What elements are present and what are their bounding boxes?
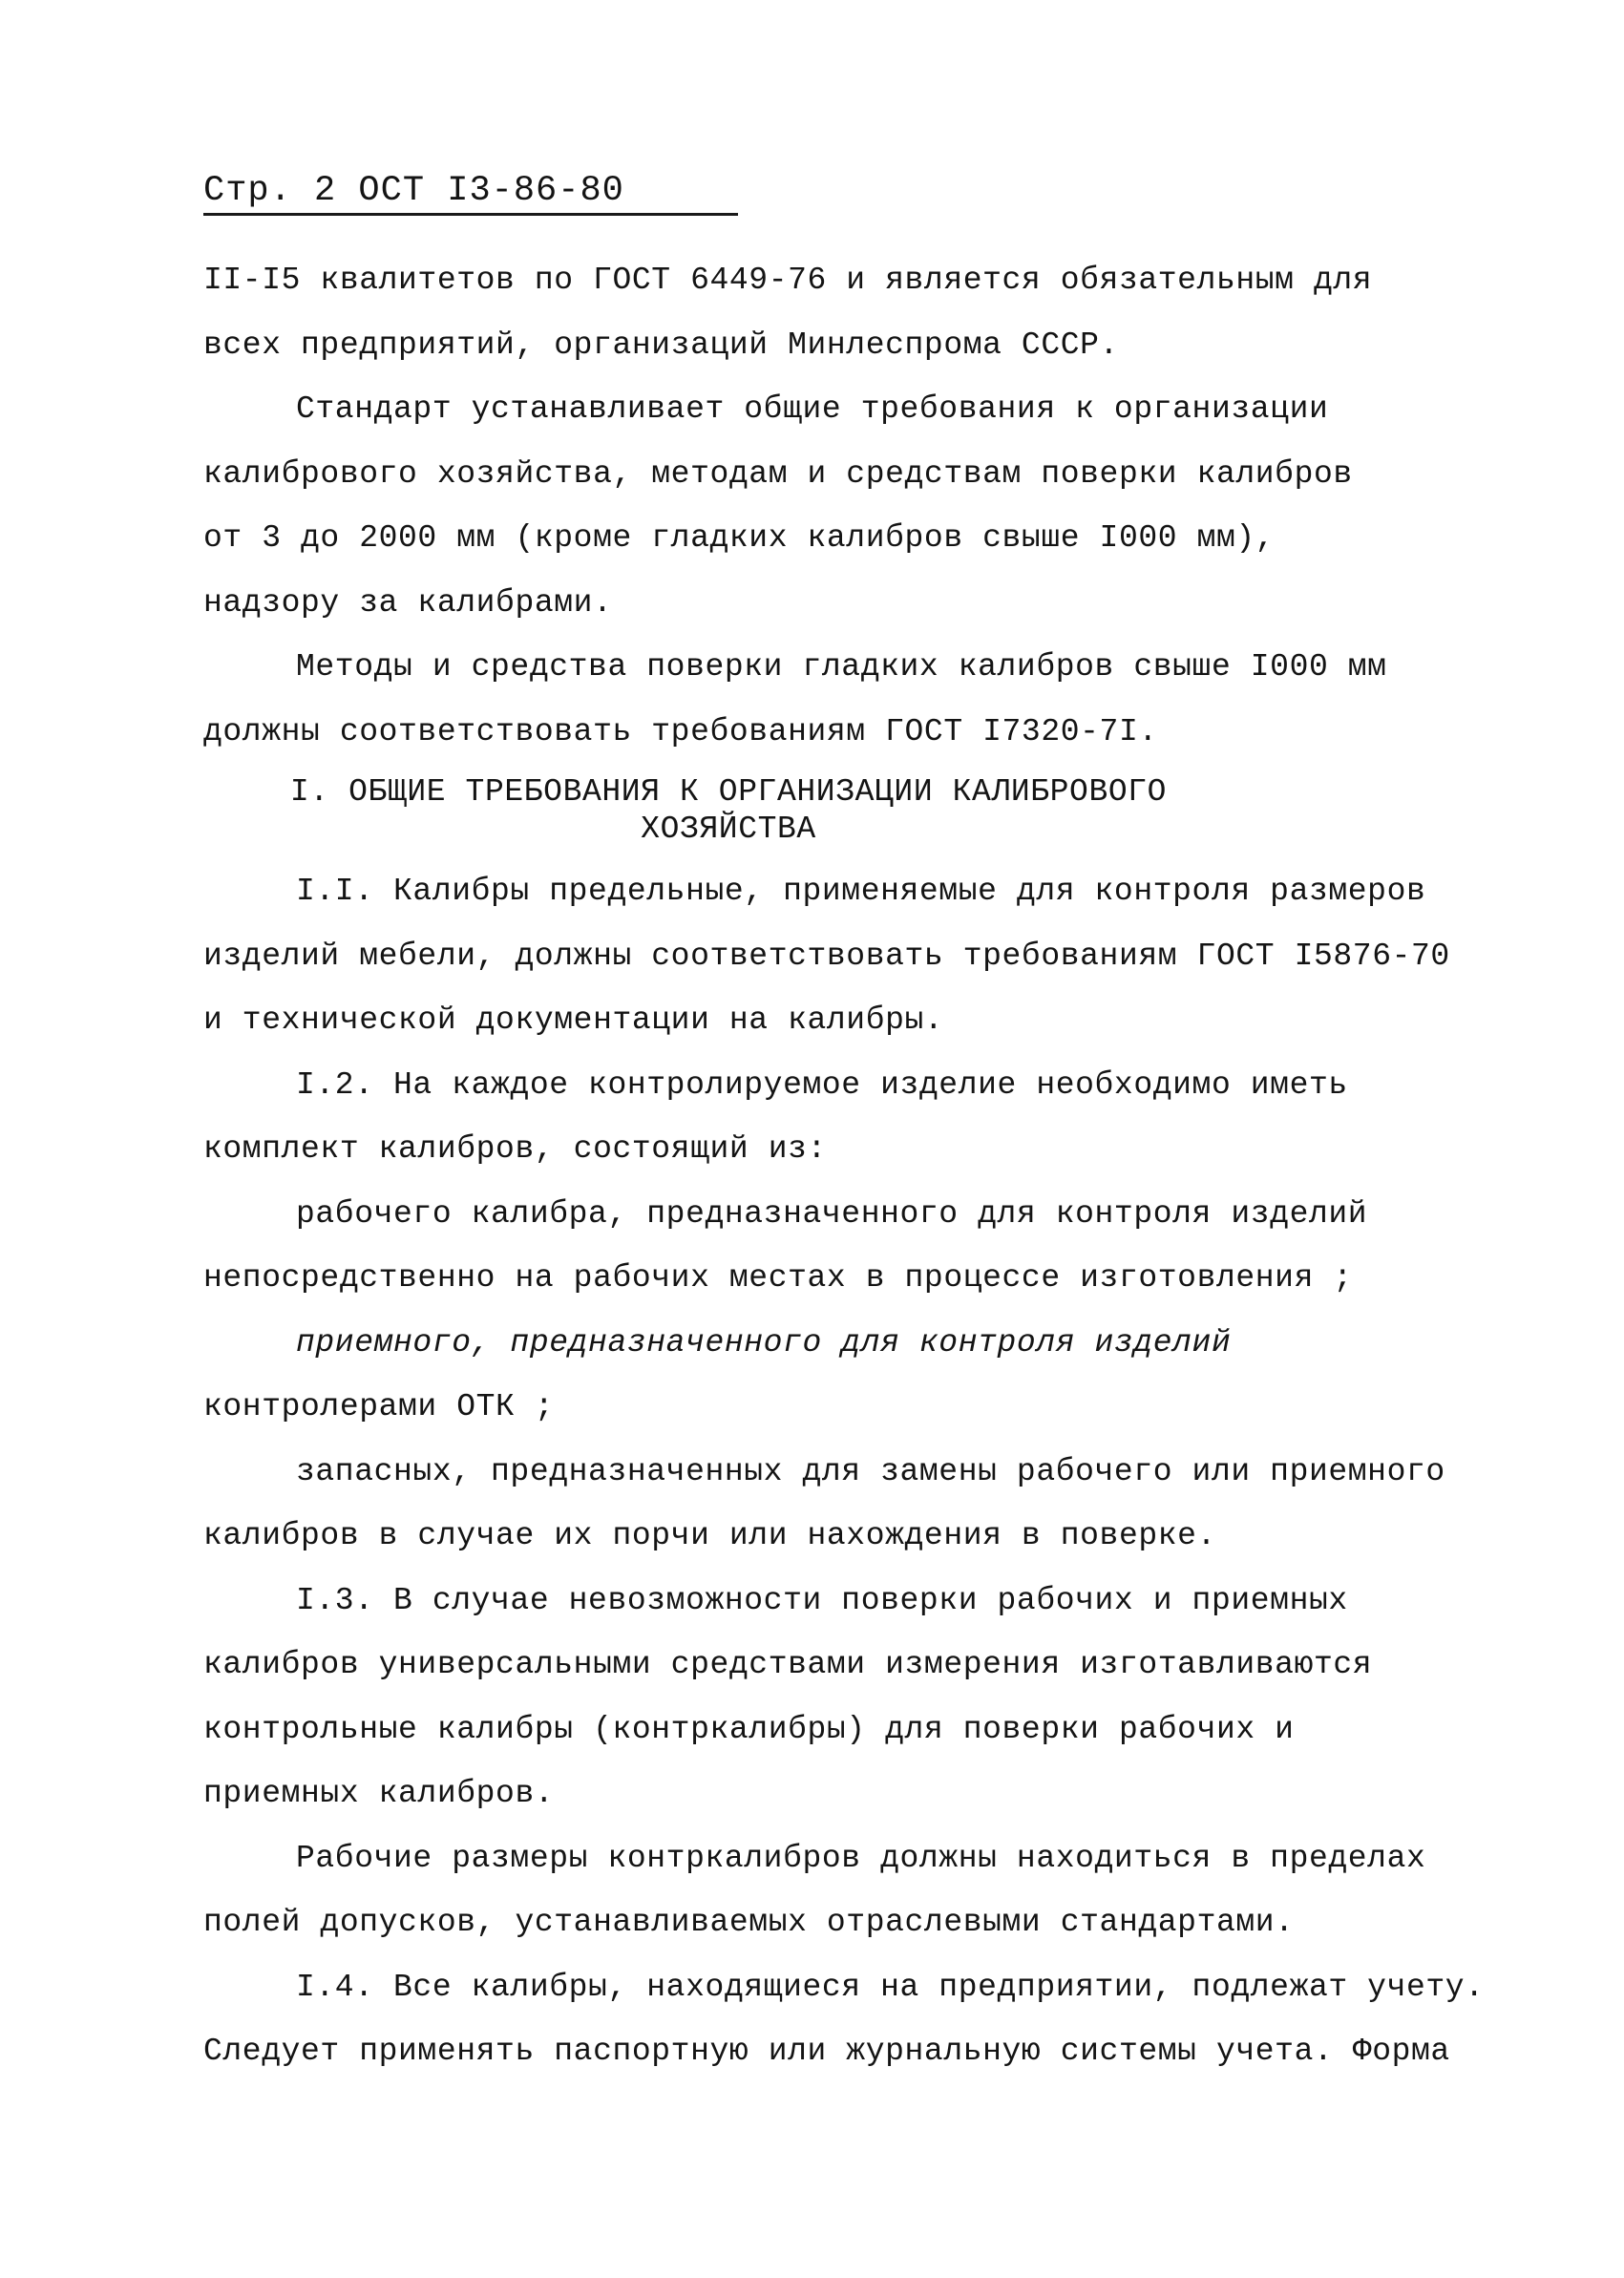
section-heading-line-1: I. ОБЩИЕ ТРЕБОВАНИЯ К ОРГАНИЗАЦИИ КАЛИБРОВОГО <box>289 774 1168 810</box>
text-line: Следует применять паспортную или журнальную системы учета. Форма <box>203 2034 1450 2069</box>
text-line: I.4. Все калибры, находящиеся на предприятии, подлежат учету. <box>296 1969 1485 2005</box>
text-line: непосредственно на рабочих местах в процессе изготовления ; <box>203 1260 1353 1296</box>
text-line: от 3 до 2000 мм (кроме гладких калибров свыше I000 мм), <box>203 520 1276 556</box>
text-line: комплект калибров, состоящий из: <box>203 1131 827 1167</box>
section-heading-line-2: ХОЗЯЙСТВА <box>641 812 816 847</box>
text-line: контрольные калибры (контркалибры) для поверки рабочих и <box>203 1711 1295 1747</box>
intro-paragraphs <box>203 248 1473 764</box>
header-underline <box>203 213 738 216</box>
text-line: Методы и средства поверки гладких калибров свыше I000 мм <box>296 649 1387 685</box>
text-line: надзору за калибрами. <box>203 584 613 621</box>
text-line: приемного, предназначенного для контроля изделий <box>296 1324 1232 1360</box>
text-line: рабочего калибра, предназначенного для контроля изделий <box>296 1195 1368 1232</box>
text-line: изделий мебели, должны соответствовать требованиям ГОСТ I5876-70 <box>203 938 1450 974</box>
text-line: I.3. В случае невозможности поверки рабочих и приемных <box>296 1582 1348 1618</box>
page-header: Стр. 2 ОСТ I3-86-80 <box>203 171 624 211</box>
text-line: калибров в случае их порчи или нахождения в поверке. <box>203 1518 1216 1553</box>
text-line: II-I5 квалитетов по ГОСТ 6449-76 и является обязательным для <box>203 263 1373 298</box>
document-body <box>203 248 1485 2084</box>
text-line: Стандарт устанавливает общие требования к организации <box>296 391 1329 427</box>
text-line: запасных, предназначенных для замены рабочего или приемного <box>296 1453 1445 1489</box>
section-1-paragraphs <box>203 859 1485 2084</box>
text-line: I.I. Калибры предельные, применяемые для контроля размеров <box>296 874 1426 909</box>
text-line: контролерами ОТК ; <box>203 1389 555 1424</box>
text-line: калибров универсальными средствами измерения изготавливаются <box>203 1647 1373 1682</box>
text-line: Рабочие размеры контркалибров должны находиться в пределах <box>296 1840 1426 1876</box>
text-line: приемных калибров. <box>203 1776 555 1811</box>
text-line: должны соответствовать требованиям ГОСТ I7320-7I. <box>203 713 1158 749</box>
text-line: всех предприятий, организаций Минлеспрома СССР. <box>203 327 1119 363</box>
text-line: и технической документации на калибры. <box>203 1002 944 1038</box>
text-line: I.2. На каждое контролируемое изделие необходимо иметь <box>296 1066 1348 1103</box>
text-line: полей допусков, устанавливаемых отраслевыми стандартами. <box>203 1905 1295 1940</box>
text-line: калибрового хозяйства, методам и средствам поверки калибров <box>203 455 1353 492</box>
